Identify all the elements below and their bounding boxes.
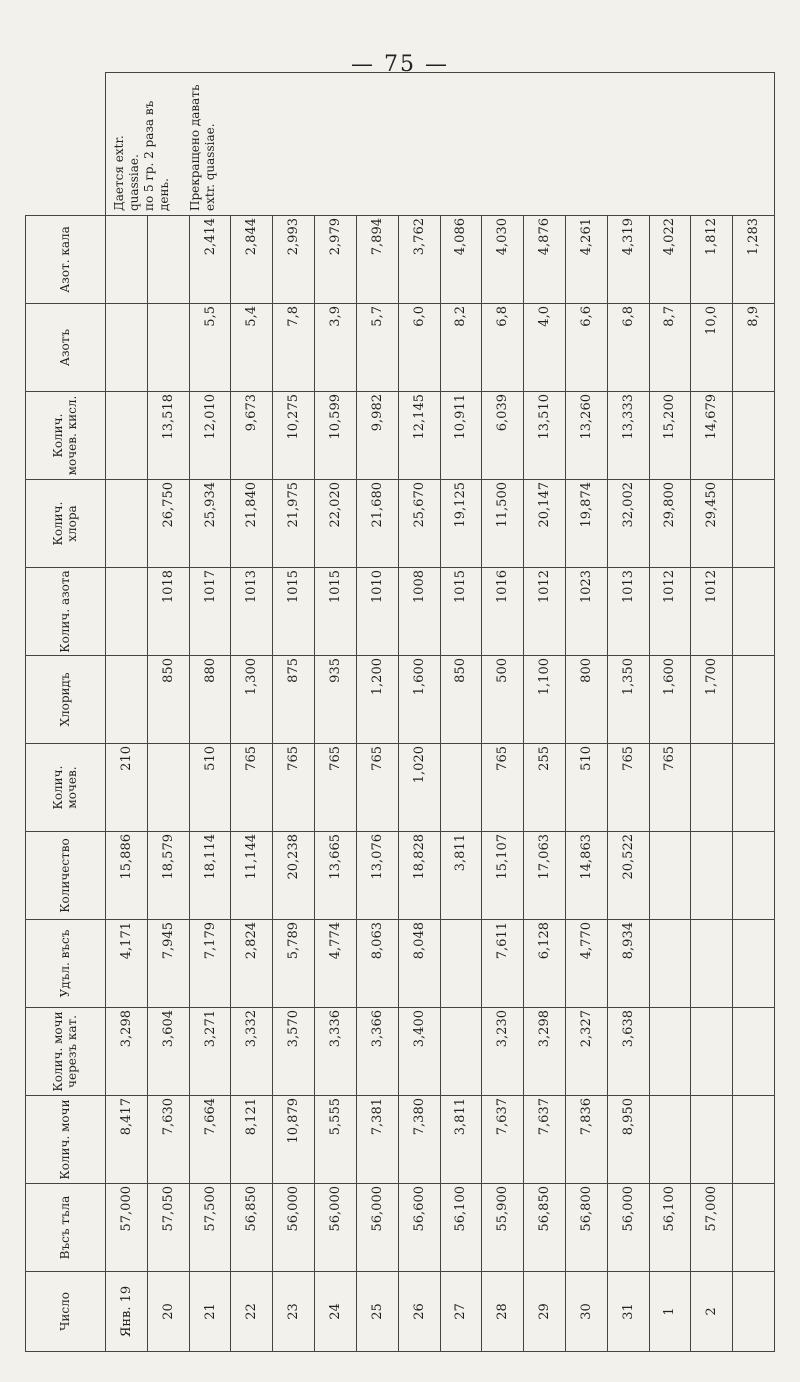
value-cell: 4,319 [607,216,649,304]
value-cell: 1017 [189,568,231,656]
date-cell: 27 [440,1272,482,1352]
date-cell: 1 [649,1272,691,1352]
table-row [273,73,315,1352]
value-cell: 6,8 [607,304,649,392]
value-cell: 6,0 [398,304,440,392]
table-row [315,73,357,1352]
value-cell: 57,500 [189,1184,231,1272]
value-cell: 7,8 [273,304,315,392]
value-cell [147,304,189,392]
value-cell: 500 [482,656,524,744]
value-cell: 29,450 [691,480,733,568]
note-quassiae-stop: Прекращено давать extr. quassiae. [188,84,217,211]
value-cell: 2,327 [565,1008,607,1096]
value-cell: 10,275 [273,392,315,480]
table-row [565,73,607,1352]
value-cell: 5,4 [231,304,273,392]
value-cell: 4,086 [440,216,482,304]
value-cell: 8,048 [398,920,440,1008]
value-cell [733,1096,775,1184]
value-cell: 4,030 [482,216,524,304]
table-row [482,73,524,1352]
value-cell: 15,107 [482,832,524,920]
value-cell: 1015 [273,568,315,656]
value-cell: 2,979 [315,216,357,304]
table-row [733,73,775,1352]
value-cell: 55,900 [482,1184,524,1272]
value-cell: 56,000 [273,1184,315,1272]
value-cell: 1,100 [524,656,566,744]
value-cell: 1,600 [649,656,691,744]
value-cell [733,656,775,744]
value-cell: 3,336 [315,1008,357,1096]
value-cell: 880 [189,656,231,744]
value-cell: 21,680 [356,480,398,568]
value-cell: 25,934 [189,480,231,568]
header-col-6: Колич. мочев. [26,744,106,832]
table-row [524,73,566,1352]
value-cell [733,832,775,920]
value-cell: 1008 [398,568,440,656]
value-cell [733,744,775,832]
header-col-5: Количество [26,832,106,920]
table-row [398,73,440,1352]
value-cell: 56,850 [231,1184,273,1272]
date-cell: 20 [147,1272,189,1352]
value-cell: 3,638 [607,1008,649,1096]
rotated-table-container [25,72,775,1352]
value-cell: 7,836 [565,1096,607,1184]
value-cell: 5,789 [273,920,315,1008]
value-cell: 6,6 [565,304,607,392]
value-cell: 7,894 [356,216,398,304]
value-cell: 6,128 [524,920,566,1008]
value-cell: 21,975 [273,480,315,568]
value-cell: 19,125 [440,480,482,568]
value-cell: 8,2 [440,304,482,392]
value-cell: 8,950 [607,1096,649,1184]
date-cell: 22 [231,1272,273,1352]
table-row [649,73,691,1352]
value-cell: 3,762 [398,216,440,304]
value-cell: 21,840 [231,480,273,568]
value-cell: 1018 [147,568,189,656]
value-cell: 1010 [356,568,398,656]
value-cell [691,832,733,920]
note-quassiae-start: Дается extr. quassiae. по 5 гр. 2 раза въ день. [112,100,171,211]
date-cell: 25 [356,1272,398,1352]
value-cell: 5,5 [189,304,231,392]
value-cell: 1,283 [733,216,775,304]
value-cell: 7,630 [147,1096,189,1184]
value-cell: 7,611 [482,920,524,1008]
value-cell: 13,333 [607,392,649,480]
table-row [356,73,398,1352]
value-cell: 3,400 [398,1008,440,1096]
value-cell: 15,200 [649,392,691,480]
header-col-1: Въсъ тъла [26,1184,106,1272]
value-cell: 1015 [315,568,357,656]
value-cell [440,1008,482,1096]
value-cell [106,304,148,392]
value-cell: 25,670 [398,480,440,568]
value-cell [106,216,148,304]
date-cell: 2 [691,1272,733,1352]
value-cell [106,392,148,480]
value-cell: 4,876 [524,216,566,304]
value-cell [733,1008,775,1096]
value-cell: 13,510 [524,392,566,480]
value-cell: 2,414 [189,216,231,304]
value-cell [691,1096,733,1184]
value-cell: 3,604 [147,1008,189,1096]
table-row [106,73,148,1352]
value-cell: 4,261 [565,216,607,304]
header-col-3: Колич. мочи черезъ кат. [26,1008,106,1096]
value-cell: 26,750 [147,480,189,568]
value-cell [733,568,775,656]
value-cell: 1013 [231,568,273,656]
value-cell: 3,570 [273,1008,315,1096]
value-cell: 765 [482,744,524,832]
value-cell: 3,811 [440,1096,482,1184]
value-cell: 6,8 [482,304,524,392]
value-cell: 13,665 [315,832,357,920]
value-cell: 8,063 [356,920,398,1008]
value-cell: 17,063 [524,832,566,920]
value-cell: 32,002 [607,480,649,568]
value-cell: 3,332 [231,1008,273,1096]
date-cell [733,1272,775,1352]
value-cell: 29,800 [649,480,691,568]
value-cell [106,568,148,656]
date-cell: 24 [315,1272,357,1352]
date-cell: 26 [398,1272,440,1352]
table-row [691,73,733,1352]
value-cell: 6,039 [482,392,524,480]
value-cell: 765 [607,744,649,832]
value-cell: 5,555 [315,1096,357,1184]
value-cell: 2,824 [231,920,273,1008]
value-cell: 12,010 [189,392,231,480]
page-number: — 75 — [351,52,449,77]
value-cell: 1,600 [398,656,440,744]
value-cell [147,744,189,832]
value-cell: 5,7 [356,304,398,392]
value-cell: 1012 [691,568,733,656]
value-cell: 1016 [482,568,524,656]
value-cell [733,480,775,568]
value-cell: 18,114 [189,832,231,920]
date-cell: 31 [607,1272,649,1352]
value-cell: 4,774 [315,920,357,1008]
value-cell: 18,579 [147,832,189,920]
value-cell: 14,863 [565,832,607,920]
date-cell: 23 [273,1272,315,1352]
value-cell: 2,993 [273,216,315,304]
value-cell: 3,298 [106,1008,148,1096]
value-cell: 20,238 [273,832,315,920]
value-cell [440,920,482,1008]
value-cell: 7,380 [398,1096,440,1184]
value-cell [440,744,482,832]
value-cell [106,480,148,568]
value-cell [733,1184,775,1272]
value-cell: 7,637 [482,1096,524,1184]
header-col-9: Колич. хлора [26,480,106,568]
value-cell: 1,300 [231,656,273,744]
value-cell: 56,100 [440,1184,482,1272]
value-cell: 8,7 [649,304,691,392]
value-cell: 850 [440,656,482,744]
value-cell: 7,945 [147,920,189,1008]
table-body [106,73,775,1352]
value-cell: 1012 [524,568,566,656]
header-col-12: Азот. кала [26,216,106,304]
value-cell: 15,886 [106,832,148,920]
value-cell: 765 [356,744,398,832]
value-cell: 1015 [440,568,482,656]
date-cell: 29 [524,1272,566,1352]
value-cell: 8,9 [733,304,775,392]
value-cell: 7,637 [524,1096,566,1184]
value-cell: 1013 [607,568,649,656]
value-cell: 13,260 [565,392,607,480]
date-cell: 21 [189,1272,231,1352]
value-cell: 57,000 [691,1184,733,1272]
value-cell: 56,000 [315,1184,357,1272]
value-cell: 255 [524,744,566,832]
value-cell: 57,000 [106,1184,148,1272]
value-cell: 10,0 [691,304,733,392]
header-col-7: Хлоридъ [26,656,106,744]
date-cell: Янв. 19 [106,1272,148,1352]
date-cell: 30 [565,1272,607,1352]
value-cell: 2,844 [231,216,273,304]
value-cell: 1012 [649,568,691,656]
table-row [607,73,649,1352]
value-cell: 14,679 [691,392,733,480]
value-cell: 3,230 [482,1008,524,1096]
table-row [231,73,273,1352]
value-cell: 20,522 [607,832,649,920]
value-cell: 20,147 [524,480,566,568]
value-cell [733,392,775,480]
value-cell: 56,600 [398,1184,440,1272]
value-cell: 800 [565,656,607,744]
value-cell: 13,518 [147,392,189,480]
table-row [440,73,482,1352]
value-cell [733,920,775,1008]
value-cell: 18,828 [398,832,440,920]
value-cell: 7,381 [356,1096,398,1184]
value-cell: 1023 [565,568,607,656]
value-cell: 850 [147,656,189,744]
value-cell: 12,145 [398,392,440,480]
value-cell: 1,020 [398,744,440,832]
table-row [147,73,189,1352]
value-cell: 510 [565,744,607,832]
date-cell: 28 [482,1272,524,1352]
value-cell: 510 [189,744,231,832]
value-cell: 765 [315,744,357,832]
value-cell: 3,9 [315,304,357,392]
value-cell: 4,171 [106,920,148,1008]
value-cell: 13,076 [356,832,398,920]
value-cell: 4,022 [649,216,691,304]
value-cell: 8,417 [106,1096,148,1184]
value-cell: 10,599 [315,392,357,480]
value-cell [649,1096,691,1184]
value-cell: 56,800 [565,1184,607,1272]
value-cell: 8,934 [607,920,649,1008]
value-cell: 7,664 [189,1096,231,1184]
value-cell: 4,770 [565,920,607,1008]
value-cell: 56,000 [607,1184,649,1272]
data-table [25,72,775,1352]
value-cell: 210 [106,744,148,832]
notes-cell [106,73,775,216]
value-cell: 3,366 [356,1008,398,1096]
value-cell [649,920,691,1008]
value-cell: 765 [273,744,315,832]
value-cell [106,656,148,744]
value-cell: 57,050 [147,1184,189,1272]
header-date: Число [26,1272,106,1352]
table-row [189,73,231,1352]
header-col-8: Колич. азота [26,568,106,656]
value-cell: 56,000 [356,1184,398,1272]
value-cell [691,920,733,1008]
value-cell: 11,144 [231,832,273,920]
value-cell: 1,700 [691,656,733,744]
value-cell: 10,911 [440,392,482,480]
value-cell: 1,812 [691,216,733,304]
header-col-11: Азотъ [26,304,106,392]
value-cell: 3,298 [524,1008,566,1096]
value-cell [691,1008,733,1096]
value-cell [649,1008,691,1096]
value-cell: 3,271 [189,1008,231,1096]
value-cell: 56,100 [649,1184,691,1272]
value-cell [147,216,189,304]
value-cell: 19,874 [565,480,607,568]
header-col-4: Удъл. въсъ [26,920,106,1008]
value-cell: 56,850 [524,1184,566,1272]
value-cell: 9,982 [356,392,398,480]
value-cell: 11,500 [482,480,524,568]
value-cell: 1,350 [607,656,649,744]
value-cell: 3,811 [440,832,482,920]
value-cell: 765 [649,744,691,832]
header-col-10: Колич. мочев. кисл. [26,392,106,480]
value-cell: 9,673 [231,392,273,480]
value-cell: 765 [231,744,273,832]
value-cell: 935 [315,656,357,744]
value-cell: 22,020 [315,480,357,568]
value-cell: 875 [273,656,315,744]
value-cell: 7,179 [189,920,231,1008]
value-cell [649,832,691,920]
value-cell [691,744,733,832]
value-cell: 10,879 [273,1096,315,1184]
header-col-2: Колич. мочи [26,1096,106,1184]
value-cell: 1,200 [356,656,398,744]
value-cell: 8,121 [231,1096,273,1184]
header-row [26,73,106,1352]
value-cell: 4,0 [524,304,566,392]
